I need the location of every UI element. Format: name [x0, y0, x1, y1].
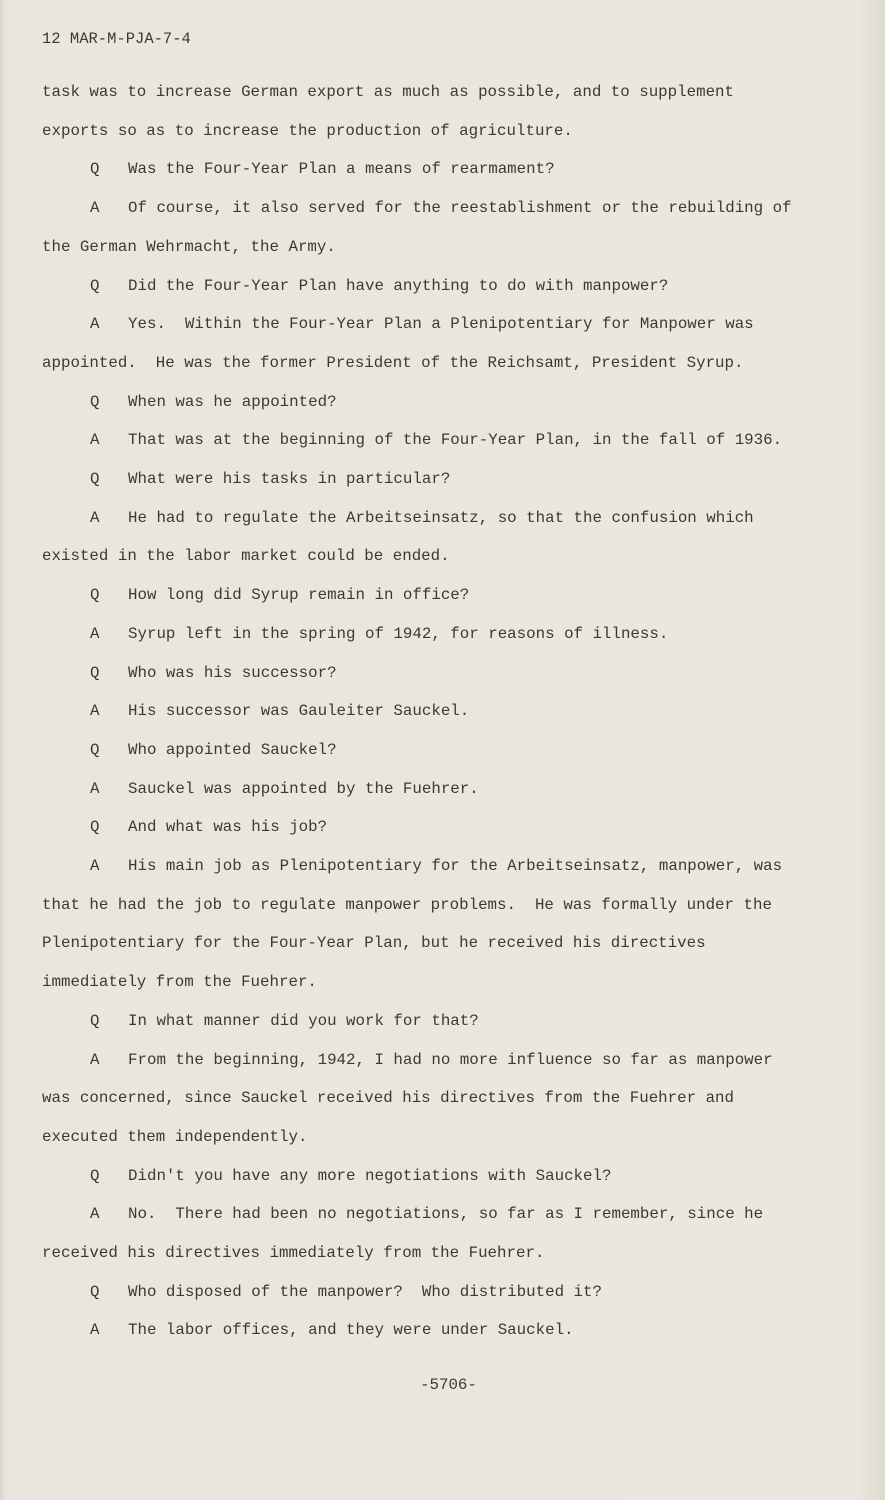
speaker-label: Q — [90, 276, 100, 295]
continuation-line: received his directives immediately from the Fuehrer. — [42, 1244, 545, 1262]
line-text: Did the Four-Year Plan have anything to do with manpower? — [128, 276, 669, 295]
continuation-line: exports so as to increase the production of agriculture. — [42, 121, 573, 140]
line-text: Who disposed of the manpower? Who distributed it? — [128, 1282, 602, 1301]
continuation-line: the German Wehrmacht, the Army. — [42, 237, 336, 256]
line-text: In what manner did you work for that? — [128, 1011, 479, 1030]
line-text: That was at the beginning of the Four-Year Plan, in the fall of 1936. — [128, 431, 783, 450]
continuation-line: immediately from the Fuehrer. — [42, 973, 317, 992]
page-number: -5706- — [420, 1376, 477, 1394]
line-text: Of course, it also served for the reestablishment or the rebuilding of — [128, 199, 792, 218]
line-text: And what was his job? — [128, 818, 328, 837]
continuation-line: executed them independently. — [42, 1127, 308, 1146]
line-text: No. There had been no negotiations, so far as I remember, since he — [128, 1205, 764, 1224]
speaker-label: Q — [90, 1166, 100, 1185]
speaker-label: Q — [90, 740, 100, 759]
continuation-line: existed in the labor market could be ended. — [42, 547, 450, 566]
speaker-label: Q — [90, 470, 100, 488]
speaker-label: A — [90, 199, 100, 218]
speaker-label: A — [90, 431, 100, 450]
continuation-line: Plenipotentiary for the Four-Year Plan, but he received his directives — [42, 934, 706, 953]
continuation-line: that he had the job to regulate manpower problems. He was formally under the — [42, 895, 772, 914]
speaker-label: Q — [90, 818, 100, 837]
document-header: 12 MAR-M-PJA-7-4 — [42, 30, 191, 48]
speaker-label: A — [90, 1205, 100, 1224]
line-text: When was he appointed? — [128, 392, 337, 411]
speaker-label: A — [90, 779, 100, 798]
speaker-label: Q — [90, 1011, 100, 1030]
line-text: Who appointed Sauckel? — [128, 740, 337, 759]
speaker-label: Q — [90, 663, 100, 682]
line-text: His main job as Plenipotentiary for the Arbeitseinsatz, manpower, was — [128, 857, 783, 875]
continuation-line: task was to increase German export as much as possible, and to supplement — [42, 83, 735, 101]
continuation-line: was concerned, since Sauckel received his directives from the Fuehrer and — [42, 1089, 735, 1108]
speaker-label: A — [90, 857, 100, 875]
speaker-label: Q — [90, 586, 100, 605]
line-text: Sauckel was appointed by the Fuehrer. — [128, 779, 479, 798]
line-text: Syrup left in the spring of 1942, for reasons of illness. — [128, 624, 669, 643]
speaker-label: A — [90, 1050, 100, 1069]
continuation-line: appointed. He was the former President of the Reichsamt, President Syrup. — [42, 353, 744, 372]
line-text: The labor offices, and they were under Sauckel. — [128, 1321, 574, 1340]
line-text: From the beginning, 1942, I had no more influence so far as manpower — [128, 1050, 773, 1069]
speaker-label: Q — [90, 392, 100, 411]
line-text: Didn't you have any more negotiations with Sauckel? — [128, 1166, 612, 1185]
line-text: Who was his successor? — [128, 663, 337, 682]
speaker-label: A — [90, 624, 100, 643]
speaker-label: Q — [90, 1282, 100, 1301]
speaker-label: A — [90, 702, 100, 721]
line-text: Yes. Within the Four-Year Plan a Plenipotentiary for Manpower was — [128, 315, 754, 334]
line-text: He had to regulate the Arbeitseinsatz, so that the confusion which — [128, 508, 754, 527]
speaker-label: A — [90, 508, 100, 527]
speaker-label: Q — [90, 160, 100, 179]
speaker-label: A — [90, 315, 100, 334]
line-text: His successor was Gauleiter Sauckel. — [128, 702, 470, 721]
line-text: How long did Syrup remain in office? — [128, 586, 470, 605]
line-text: What were his tasks in particular? — [128, 470, 451, 488]
line-text: Was the Four-Year Plan a means of rearmament? — [128, 160, 555, 179]
speaker-label: A — [90, 1321, 100, 1340]
